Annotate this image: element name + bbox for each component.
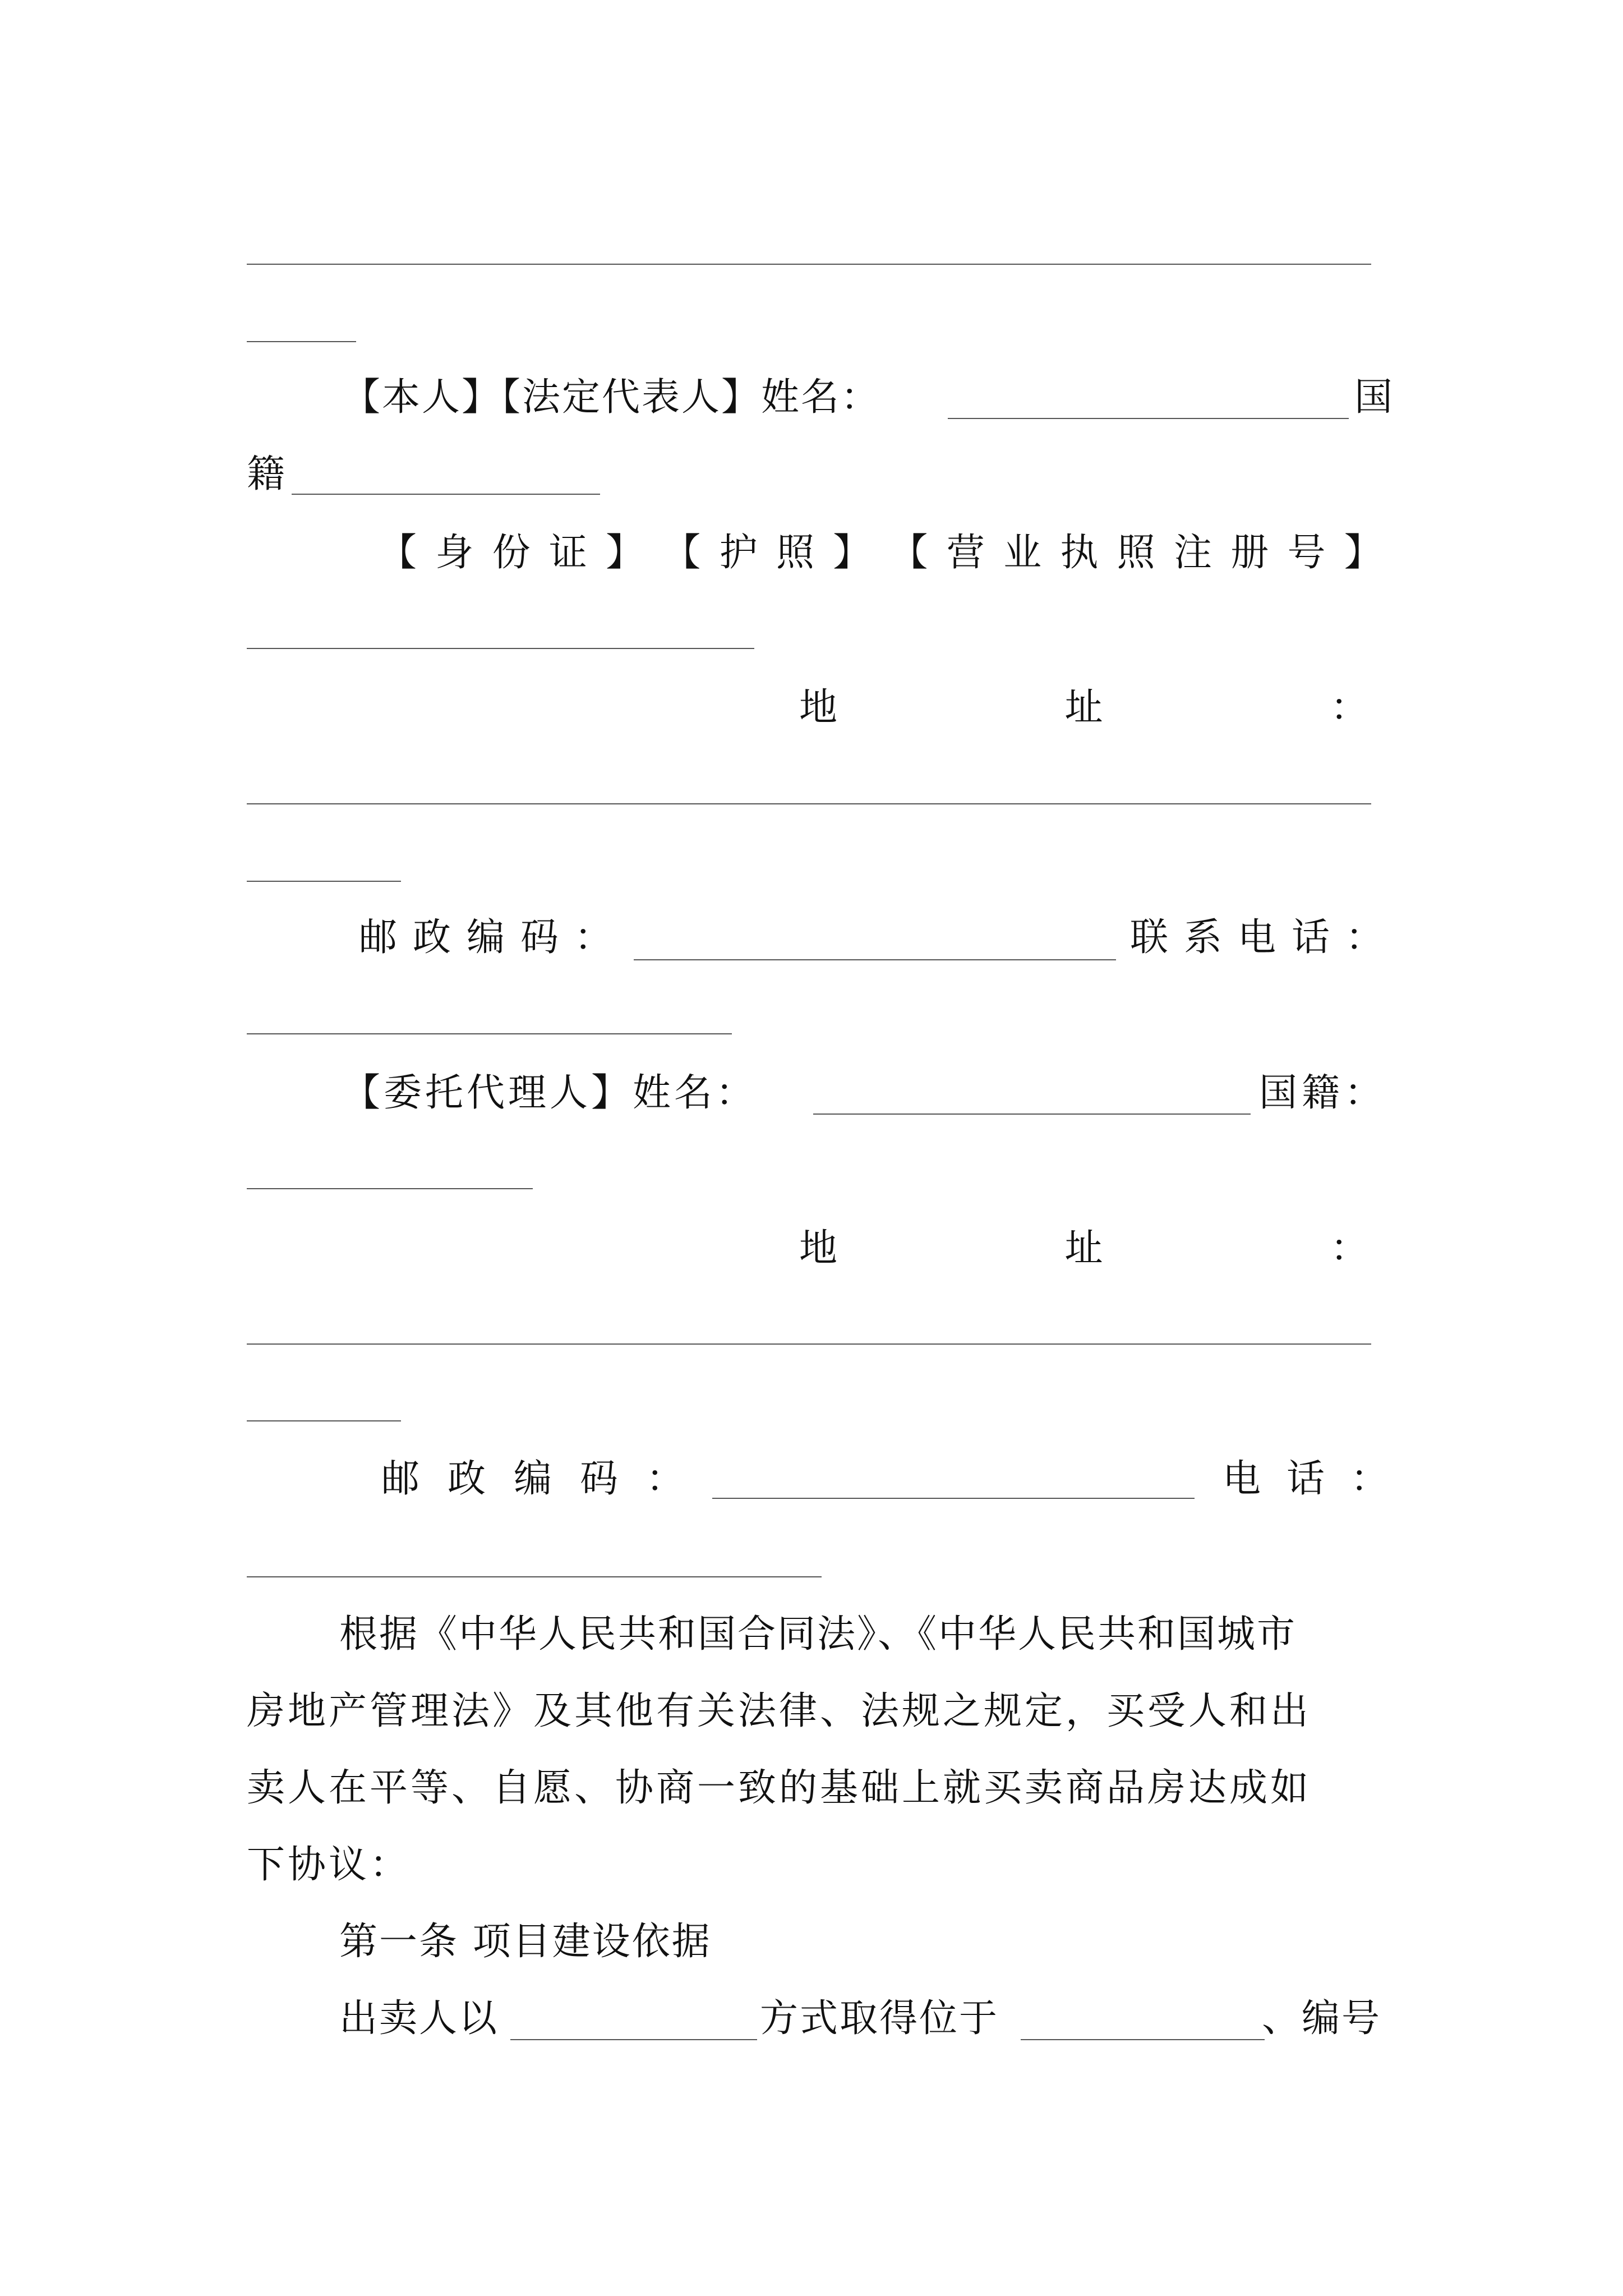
seller-rep-address-field-cont[interactable]	[247, 881, 401, 882]
seller-rep-phone-label: 联系电话：	[1130, 915, 1400, 960]
agent-nationality-field[interactable]	[247, 1188, 533, 1189]
agent-address-field[interactable]	[247, 1343, 1371, 1345]
agent-phone-field[interactable]	[247, 1576, 822, 1577]
seller-rep-id-label: 【 身 份 证 】 【 护 照 】 【 营 业 执 照 注 册 号 】	[379, 531, 1382, 575]
seller-rep-address-field[interactable]	[247, 803, 1371, 804]
seller-rep-postal-label: 邮政编码：	[359, 915, 629, 960]
agent-phone-label: 电话：	[1223, 1457, 1415, 1501]
seller-rep-postal-field[interactable]	[634, 959, 1116, 960]
seller-rep-nationality-label-b: 籍	[247, 452, 285, 496]
seller-rep-name-field[interactable]	[948, 418, 1349, 419]
seller-rep-id-field[interactable]	[247, 648, 754, 649]
agent-postal-label: 邮政编码：	[381, 1457, 713, 1501]
agent-name-field[interactable]	[813, 1114, 1251, 1115]
article-1-text-c: 、编号	[1262, 1996, 1382, 2041]
agent-address-label: 地 址 ：	[799, 1226, 1368, 1271]
seller-rep-name-label: 【本人】【法定代表人】姓名：	[342, 375, 881, 420]
article-1-text-a: 出卖人以	[339, 1996, 499, 2041]
article-1-location-field[interactable]	[1021, 2039, 1265, 2040]
preamble-line-2: 房地产管理法》及其他有关法律、法规之规定，买受人和出	[247, 1689, 1312, 1733]
seller-rep-address-label: 地 址 ：	[799, 685, 1368, 730]
agent-address-field-cont[interactable]	[247, 1420, 401, 1421]
blank-line[interactable]	[247, 341, 356, 342]
seller-rep-nationality-label-a: 国	[1354, 375, 1393, 420]
seller-rep-phone-field[interactable]	[247, 1033, 732, 1034]
article-1-text-b: 方式取得位于	[760, 1996, 999, 2041]
article-1-heading: 第一条 项目建设依据	[339, 1920, 712, 1964]
blank-line[interactable]	[247, 264, 1371, 265]
agent-postal-field[interactable]	[712, 1498, 1195, 1499]
preamble-line-1: 根据《中华人民共和国合同法》、《中华人民共和国城市	[339, 1612, 1297, 1657]
seller-rep-nationality-field[interactable]	[292, 494, 600, 495]
agent-nationality-label: 国籍：	[1259, 1071, 1387, 1115]
preamble-line-3: 卖人在平等、自愿、协商一致的基础上就买卖商品房达成如	[247, 1766, 1312, 1810]
article-1-method-field[interactable]	[510, 2039, 757, 2040]
agent-name-label: 【委托代理人】姓名：	[342, 1071, 758, 1115]
preamble-line-4: 下协议：	[247, 1843, 411, 1887]
